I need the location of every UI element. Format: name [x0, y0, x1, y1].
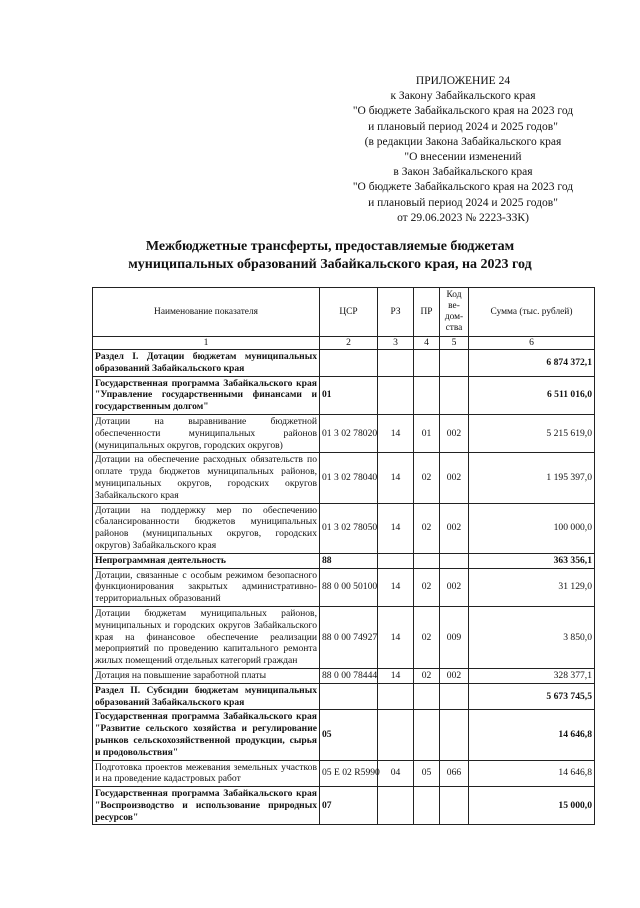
cell-sum: 31 129,0 — [469, 568, 595, 606]
cell-kod — [440, 553, 469, 568]
appendix-line: и плановый период 2024 и 2025 годов" — [368, 120, 558, 133]
cell-kod — [440, 787, 469, 825]
cell-name: Дотации на поддержку мер по обеспечению сбалансированности бюджетов муниципальных районов (муниципальных округов, городских округов) Забайкальского края — [93, 503, 320, 553]
column-number: 5 — [440, 337, 469, 350]
cell-kod — [440, 683, 469, 710]
cell-pr: 02 — [414, 568, 440, 606]
cell-name: Дотации бюджетам муниципальных районов, муниципальных и городских округов Забайкальского края на финансовое обеспечение реализации мероприятий по проведению капитального ремонта жилых помещений отдельных категорий граждан — [93, 606, 320, 668]
document-title — [60, 238, 600, 274]
cell-pr: 02 — [414, 606, 440, 668]
cell-name: Государственная программа Забайкальского края "Развитие сельского хозяйства и регулирование рынков сельскохозяйственной продукции, сырья и продовольствия" — [93, 710, 320, 760]
table-row — [93, 787, 595, 825]
cell-kod: 002 — [440, 503, 469, 553]
cell-rz — [378, 683, 414, 710]
cell-sum: 14 646,8 — [469, 760, 595, 787]
cell-rz — [378, 710, 414, 760]
cell-sum: 14 646,8 — [469, 710, 595, 760]
cell-pr — [414, 350, 440, 377]
cell-kod: 002 — [440, 453, 469, 503]
table-row — [93, 710, 595, 760]
table-row — [93, 683, 595, 710]
cell-rz: 14 — [378, 414, 414, 452]
cell-rz — [378, 350, 414, 377]
cell-name: Государственная программа Забайкальского края "Управление государственными финансами и государственным долгом" — [93, 376, 320, 414]
appendix-header — [318, 74, 608, 226]
appendix-line: в Закон Забайкальского края — [393, 166, 533, 179]
cell-rz: 04 — [378, 760, 414, 787]
cell-name: Дотация на повышение заработной платы — [93, 668, 320, 683]
cell-sum: 6 874 372,1 — [469, 350, 595, 377]
table-row — [93, 414, 595, 452]
column-number: 2 — [320, 337, 378, 350]
header-pr: ПР — [414, 288, 440, 337]
cell-csr: 05 Е 02 R5990 — [320, 760, 378, 787]
appendix-line: к Закону Забайкальского края — [390, 90, 536, 103]
cell-rz: 14 — [378, 668, 414, 683]
column-number: 1 — [93, 337, 320, 350]
appendix-line: "О бюджете Забайкальского края на 2023 год — [352, 105, 574, 118]
table-row — [93, 553, 595, 568]
cell-rz — [378, 787, 414, 825]
table-row — [93, 453, 595, 503]
cell-sum: 15 000,0 — [469, 787, 595, 825]
cell-name: Дотации на выравнивание бюджетной обеспеченности муниципальных районов (муниципальных округов, городских округов) — [93, 414, 320, 452]
cell-csr: 07 — [320, 787, 378, 825]
cell-sum: 100 000,0 — [469, 503, 595, 553]
cell-pr: 02 — [414, 453, 440, 503]
table-row — [93, 503, 595, 553]
cell-sum: 363 356,1 — [469, 553, 595, 568]
cell-csr: 88 — [320, 553, 378, 568]
cell-sum: 5 215 619,0 — [469, 414, 595, 452]
cell-rz: 14 — [378, 503, 414, 553]
table-header-row — [93, 288, 595, 337]
title-line-1: Межбюджетные трансферты, предоставляемые бюджетам — [145, 239, 515, 254]
cell-sum: 5 673 745,5 — [469, 683, 595, 710]
title-line-2: муниципальных образований Забайкальского края, на 2023 год — [128, 257, 532, 272]
cell-rz — [378, 553, 414, 568]
cell-csr: 01 3 02 78040 — [320, 453, 378, 503]
cell-sum: 3 850,0 — [469, 606, 595, 668]
appendix-line: от 29.06.2023 № 2223-ЗЗК) — [397, 211, 529, 224]
cell-name: Непрограммная деятельность — [93, 553, 320, 568]
table-row — [93, 568, 595, 606]
cell-rz: 14 — [378, 453, 414, 503]
cell-kod: 002 — [440, 414, 469, 452]
table-row — [93, 668, 595, 683]
cell-csr — [320, 350, 378, 377]
appendix-line: "О бюджете Забайкальского края на 2023 год — [352, 181, 574, 194]
cell-kod: 066 — [440, 760, 469, 787]
column-number: 3 — [378, 337, 414, 350]
cell-kod: 002 — [440, 568, 469, 606]
cell-kod — [440, 350, 469, 377]
cell-csr — [320, 683, 378, 710]
cell-pr: 05 — [414, 760, 440, 787]
cell-csr: 01 3 02 78050 — [320, 503, 378, 553]
cell-pr: 02 — [414, 503, 440, 553]
cell-kod — [440, 376, 469, 414]
cell-name: Государственная программа Забайкальского края "Воспроизводство и использование природных ресурсов" — [93, 787, 320, 825]
header-rz: РЗ — [378, 288, 414, 337]
cell-rz — [378, 376, 414, 414]
column-number: 6 — [469, 337, 595, 350]
cell-name: Дотации на обеспечение расходных обязательств по оплате труда бюджетов муниципальных районов, муниципальных округов, городских округов Забайкальского края — [93, 453, 320, 503]
appendix-line: (в редакции Закона Забайкальского края — [364, 135, 562, 148]
cell-pr: 02 — [414, 668, 440, 683]
transfers-table — [92, 287, 595, 825]
table-row — [93, 606, 595, 668]
cell-rz: 14 — [378, 606, 414, 668]
cell-pr: 01 — [414, 414, 440, 452]
cell-name: Раздел II. Субсидии бюджетам муниципальных образований Забайкальского края — [93, 683, 320, 710]
cell-pr — [414, 787, 440, 825]
cell-csr: 88 0 00 78444 — [320, 668, 378, 683]
cell-sum: 6 511 016,0 — [469, 376, 595, 414]
cell-name: Дотации, связанные с особым режимом безопасного функционирования закрытых административно-территориальных образований — [93, 568, 320, 606]
cell-pr — [414, 710, 440, 760]
cell-sum: 328 377,1 — [469, 668, 595, 683]
cell-csr: 88 0 00 50100 — [320, 568, 378, 606]
header-kod: Код ве- дом- ства — [440, 288, 469, 337]
cell-pr — [414, 553, 440, 568]
table-row — [93, 376, 595, 414]
appendix-line: и плановый период 2024 и 2025 годов" — [368, 196, 558, 209]
appendix-line: ПРИЛОЖЕНИЕ 24 — [415, 75, 511, 87]
cell-kod: 002 — [440, 668, 469, 683]
appendix-line: "О внесении изменений — [404, 151, 522, 164]
cell-name: Раздел I. Дотации бюджетам муниципальных образований Забайкальского края — [93, 350, 320, 377]
column-number-row — [93, 337, 595, 350]
table-row — [93, 760, 595, 787]
cell-sum: 1 195 397,0 — [469, 453, 595, 503]
column-number: 4 — [414, 337, 440, 350]
header-csr: ЦСР — [320, 288, 378, 337]
cell-pr — [414, 683, 440, 710]
cell-name: Подготовка проектов межевания земельных участков и на проведение кадастровых работ — [93, 760, 320, 787]
cell-csr: 01 — [320, 376, 378, 414]
cell-pr — [414, 376, 440, 414]
cell-rz: 14 — [378, 568, 414, 606]
header-name: Наименование показателя — [93, 288, 320, 337]
cell-csr: 05 — [320, 710, 378, 760]
cell-kod — [440, 710, 469, 760]
table-row — [93, 350, 595, 377]
cell-csr: 88 0 00 74927 — [320, 606, 378, 668]
cell-kod: 009 — [440, 606, 469, 668]
cell-csr: 01 3 02 78020 — [320, 414, 378, 452]
header-sum: Сумма (тыс. рублей) — [469, 288, 595, 337]
